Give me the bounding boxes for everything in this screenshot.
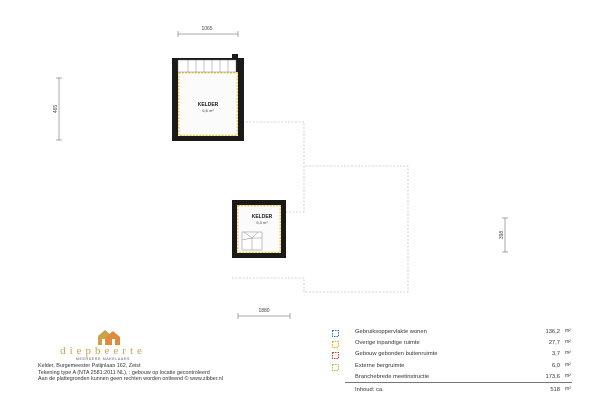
address-block [38, 363, 338, 383]
legend-label: Gebruiksoppervlakte wonen [355, 329, 427, 335]
brand-wordmark: diepbeerte [60, 345, 146, 357]
red-square-icon [332, 352, 339, 359]
legend-row-buitenruimte [332, 349, 582, 360]
legend-label: Overige inpandige ruimte [355, 340, 420, 347]
address-line-3: Aan de plattegronden kunnen geen rechten worden ontleend © www.zibber.nl [38, 376, 223, 383]
legend-value: 27,7 [548, 340, 560, 347]
legend-total-unit: m³ [565, 385, 571, 392]
legend-value: 173,6 [545, 373, 560, 380]
left-dimension [53, 78, 62, 140]
yellow-square-icon [332, 341, 339, 348]
top-dimension [178, 26, 238, 37]
spiral-stairs [242, 232, 262, 250]
bottom-dimension [238, 308, 290, 319]
room-area-1: 6,6 m² [202, 108, 214, 113]
green-square-icon [332, 364, 339, 371]
house-logo-icon [96, 328, 122, 346]
bottom-dimension-label: 1880 [258, 308, 270, 314]
legend-label: Gebouw gebonden buitenruimte [355, 351, 438, 358]
brand-logo [38, 328, 168, 360]
legend-label: Externe bergruimte [355, 362, 405, 369]
legend-row-overige [332, 338, 582, 349]
legend-unit: m² [565, 361, 571, 368]
brand-tagline: MEERDERE MAKELAARS [75, 357, 131, 361]
address-line-2: Tekening type A (NTA 2581:2011 NL), : gebouw op locatie gecontroleerd [38, 369, 210, 376]
area-legend [332, 327, 582, 396]
stairs [178, 60, 236, 72]
legend-row-bergruimte [332, 361, 582, 372]
kelder-room-1 [172, 54, 244, 141]
left-dimension-label: 465 [53, 104, 59, 114]
legend-value: 3,7 [551, 351, 560, 358]
legend-value: 136,2 [545, 329, 560, 335]
legend-unit: m² [565, 350, 571, 357]
address-line-1: Kelder, Burgemeester Patijnlaan 162, Zeist [38, 363, 141, 369]
legend-value: 6,0 [551, 362, 560, 369]
legend-total-value: 518 [550, 386, 560, 393]
legend-divider [345, 382, 572, 383]
room-name-1: KELDER [197, 102, 219, 108]
legend-total-label: Inhoud: ca. [355, 386, 384, 393]
room-area-2: 5,5 m² [256, 220, 268, 225]
right-dimension-label: 398 [499, 230, 505, 240]
legend-unit: m² [565, 339, 571, 346]
blue-square-icon [332, 330, 339, 337]
room-name-2: KELDER [251, 214, 273, 220]
kelder-room-2 [232, 200, 286, 258]
right-dimension [499, 218, 508, 252]
legend-unit: m² [565, 328, 571, 334]
top-dimension-label: 1065 [201, 26, 213, 32]
legend-label: Branchebrede meetinstructie [355, 373, 430, 380]
legend-row-inhoud [332, 385, 582, 396]
legend-row-wonen [332, 327, 582, 338]
legend-unit: m² [565, 372, 571, 379]
